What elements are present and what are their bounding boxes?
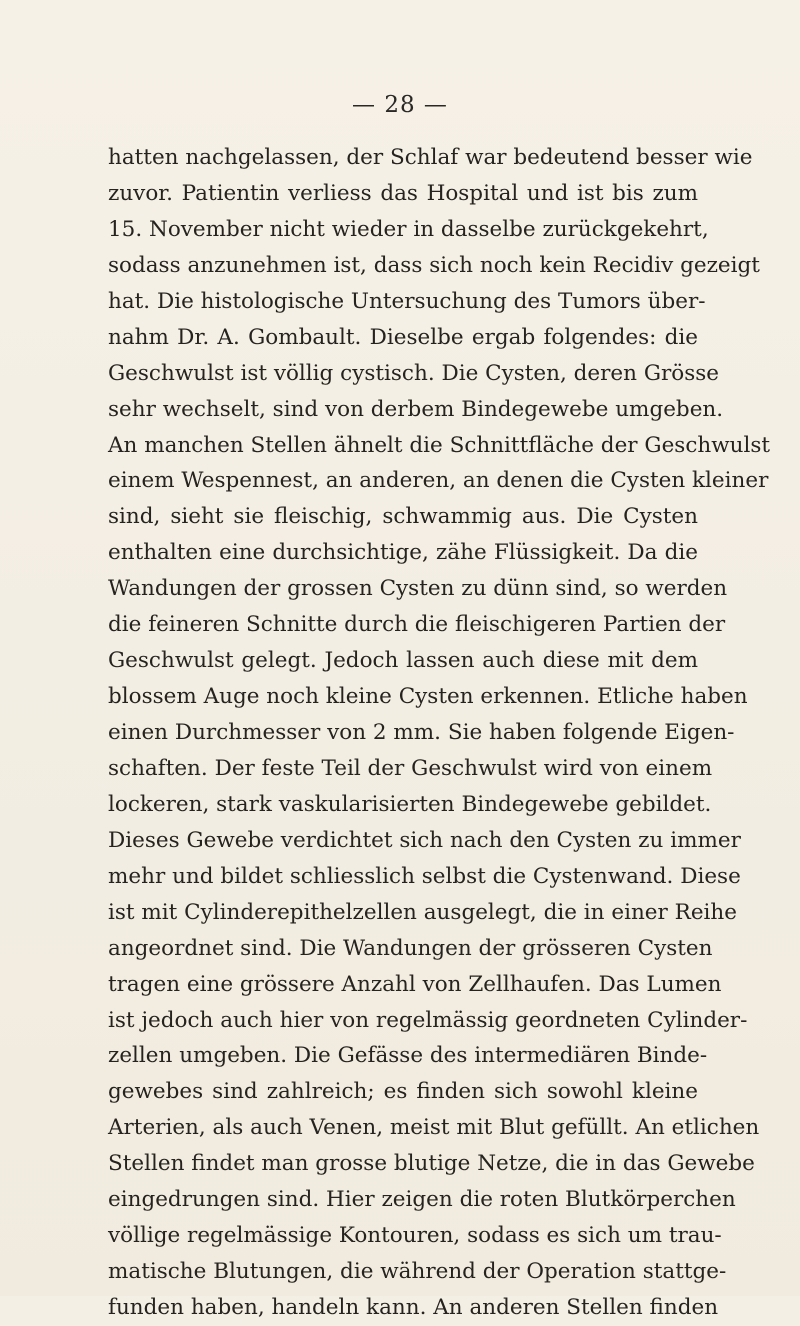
text-line: An manchen Stellen ähnelt die Schnittfläche der Geschwulst — [108, 432, 771, 458]
text-line: zellen umgeben. Die Gefässe des intermediären Binde- — [108, 1043, 708, 1069]
text-line: 15. November nicht wieder in dasselbe zurückgekehrt, — [108, 216, 709, 242]
text-line: blossem Auge noch kleine Cysten erkennen. Etliche haben — [108, 684, 748, 710]
text-line: sind, sieht sie fleischig, schwammig aus. Die Cysten — [108, 504, 698, 530]
text-line: ist mit Cylinderepithelzellen ausgelegt, die in einer Reihe — [108, 899, 737, 925]
text-line: nahm Dr. A. Gombault. Dieselbe ergab folgendes: die — [108, 324, 698, 350]
text-line: einem Wespennest, an anderen, an denen die Cysten kleiner — [108, 468, 769, 494]
text-line: eingedrungen sind. Hier zeigen die roten Blutkörperchen — [108, 1187, 736, 1213]
body-text — [108, 140, 771, 1326]
text-line: hat. Die histologische Untersuchung des Tumors über- — [108, 288, 706, 314]
text-line: Stellen findet man grosse blutige Netze, die in das Gewebe — [108, 1151, 755, 1177]
text-line: Geschwulst ist völlig cystisch. Die Cysten, deren Grösse — [108, 360, 720, 386]
text-line: die feineren Schnitte durch die fleischigeren Partien der — [108, 612, 726, 638]
text-line: schaften. Der feste Teil der Geschwulst wird von einem — [108, 755, 713, 781]
text-line: angeordnet sind. Die Wandungen der grösseren Cysten — [108, 935, 713, 961]
text-line: mehr und bildet schliesslich selbst die Cystenwand. Diese — [108, 863, 741, 889]
text-line: Dieses Gewebe verdichtet sich nach den Cysten zu immer — [108, 827, 741, 853]
page-number: — 28 — — [352, 92, 448, 118]
text-line: sodass anzunehmen ist, dass sich noch kein Recidiv gezeigt — [108, 252, 760, 278]
text-line: gewebes sind zahlreich; es finden sich sowohl kleine — [108, 1079, 698, 1105]
text-line: völlige regelmässige Kontouren, sodass es sich um trau- — [108, 1223, 722, 1249]
text-line: sehr wechselt, sind von derbem Bindegewebe umgeben. — [108, 396, 724, 422]
text-line: zuvor. Patientin verliess das Hospital und ist bis zum — [108, 180, 698, 206]
text-line: lockeren, stark vaskularisierten Bindegewebe gebildet. — [108, 791, 712, 817]
text-line: einen Durchmesser von 2 mm. Sie haben folgende Eigen- — [108, 720, 735, 745]
text-line: funden haben, handeln kann. An anderen Stellen finden — [108, 1295, 719, 1320]
text-line: hatten nachgelassen, der Schlaf war bedeutend besser wie — [108, 145, 753, 170]
text-line: Arterien, als auch Venen, meist mit Blut gefüllt. An etlichen — [108, 1115, 760, 1141]
text-line: ist jedoch auch hier von regelmässig geordneten Cylinder- — [108, 1007, 748, 1033]
text-line: enthalten eine durchsichtige, zähe Flüssigkeit. Da die — [108, 540, 698, 566]
text-line: matische Blutungen, die während der Operation stattge- — [108, 1259, 727, 1285]
text-line: tragen eine grössere Anzahl von Zellhaufen. Das Lumen — [108, 971, 722, 997]
text-line: Geschwulst gelegt. Jedoch lassen auch diese mit dem — [108, 648, 698, 674]
text-line: Wandungen der grossen Cysten zu dünn sind, so werden — [108, 576, 728, 602]
